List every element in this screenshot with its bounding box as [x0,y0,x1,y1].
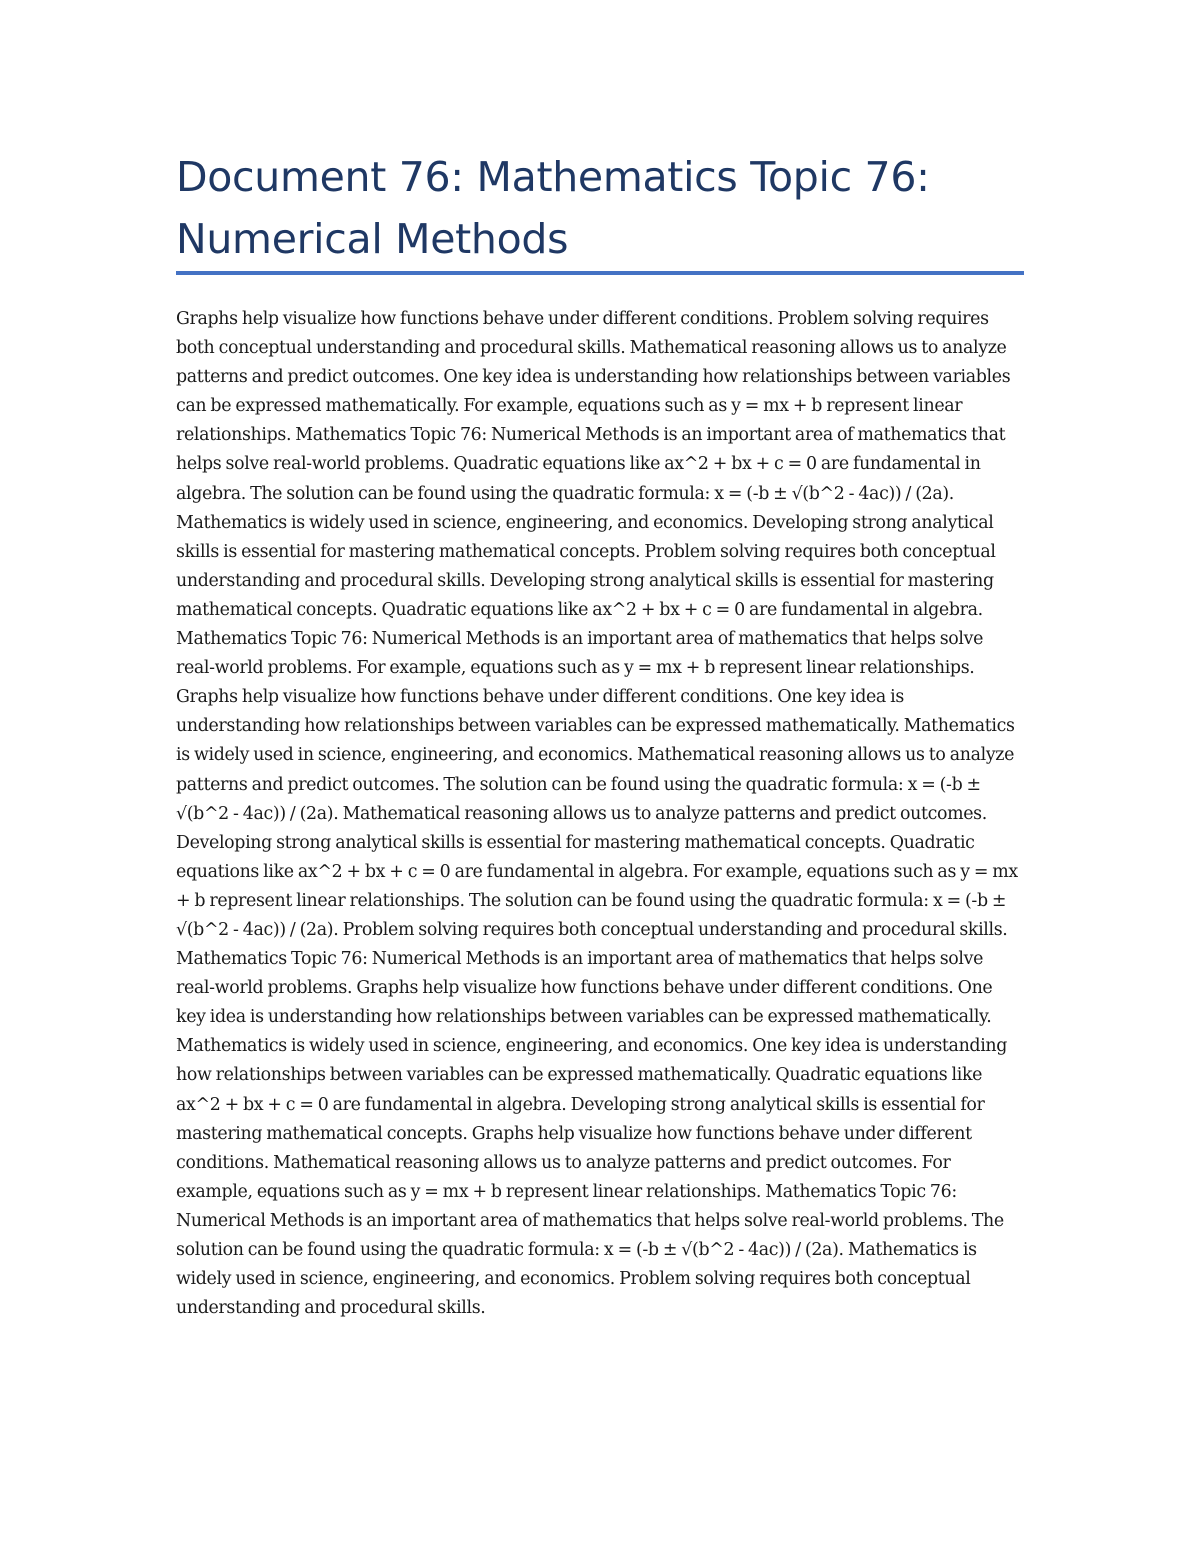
body-paragraph: Graphs help visualize how functions behave under different conditions. Problem solving requires both conceptual understanding and procedural skills. Mathematical reasoning allows us to analyze patterns and predict outcomes. One key idea is understanding how relationships between variables can be expressed mathematically. For example, equations such as y = mx + b represent linear relationships. Mathematics Topic 76: Numerical Methods is an important area of mathematics that helps solve real-world problems. Quadratic equations like ax^2 + bx + c = 0 are fundamental in algebra. The solution can be found using the quadratic formula: x = (-b ± √(b^2 - 4ac)) / (2a). Mathematics is widely used in science, engineering, and economics. Developing strong analytical skills is essential for mastering mathematical concepts. Problem solving requires both conceptual understanding and procedural skills. Developing strong analytical skills is essential for mastering mathematical concepts. Quadratic equations like ax^2 + bx + c = 0 are fundamental in algebra. Mathematics Topic 76: Numerical Methods is an important area of mathematics that helps solve real-world problems. For example, equations such as y = mx + b represent linear relationships. Graphs help visualize how functions behave under different conditions. One key idea is understanding how relationships between variables can be expressed mathematically. Mathematics is widely used in science, engineering, and economics. Mathematical reasoning allows us to analyze patterns and predict outcomes. The solution can be found using the quadratic formula: x = (-b ± √(b^2 - 4ac)) / (2a). Mathematical reasoning allows us to analyze patterns and predict outcomes. Developing strong analytical skills is essential for mastering mathematical concepts. Quadratic equations like ax^2 + bx + c = 0 are fundamental in algebra. For example, equations such as y = mx + b represent linear relationships. The solution can be found using the quadratic formula: x = (-b ± √(b^2 - 4ac)) / (2a). Problem solving requires both conceptual understanding and procedural skills. Mathematics Topic 76: Numerical Methods is an important area of mathematics that helps solve real-world problems. Graphs help visualize how functions behave under different conditions. One key idea is understanding how relationships between variables can be expressed mathematically. Mathematics is widely used in science, engineering, and economics. One key idea is understanding how relationships between variables can be expressed mathematically. Quadratic equations like ax^2 + bx + c = 0 are fundamental in algebra. Developing strong analytical skills is essential for mastering mathematical concepts. Graphs help visualize how functions behave under different conditions. Mathematical reasoning allows us to analyze patterns and predict outcomes. For example, equations such as y = mx + b represent linear relationships. Mathematics Topic 76: Numerical Methods is an important area of mathematics that helps solve real-world problems. The solution can be found using the quadratic formula: x = (-b ± √(b^2 - 4ac)) / (2a). Mathematics is widely used in science, engineering, and economics. Problem solving requires both conceptual understanding and procedural skills. [176,309,1018,1319]
title-underline-rule [176,271,1024,275]
document-title: Document 76: Mathematics Topic 76: Numerical Methods [176,153,930,263]
